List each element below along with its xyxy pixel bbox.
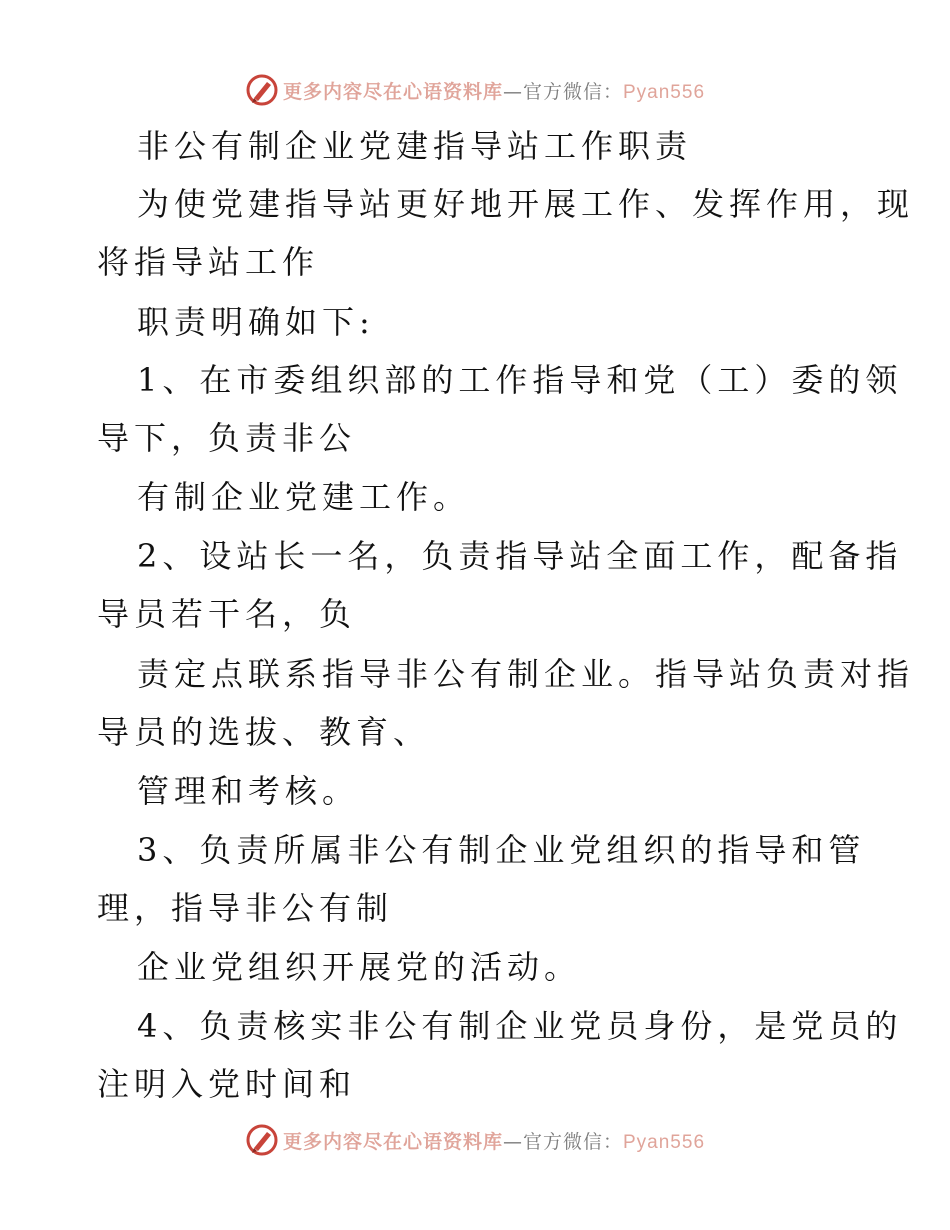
paragraph-line: 管理和考核。 (137, 772, 360, 810)
paragraph-line: 2、设站长一名，负责指导站全面工作，配备指 (137, 537, 903, 575)
paragraph-line: 3、负责所属非公有制企业党组织的指导和管 (137, 831, 866, 869)
watermark-sub-text: —官方微信： (502, 80, 623, 103)
watermark-id-text: Pyan556 (623, 1131, 706, 1153)
watermark-id-text: Pyan556 (623, 81, 706, 103)
watermark-header (0, 70, 950, 110)
watermark-footer (0, 1120, 950, 1160)
paragraph-line: 4、负责核实非公有制企业党员身份，是党员的 (137, 1007, 903, 1045)
paragraph-line: 职责明确如下: (137, 303, 375, 341)
watermark-main-text: 更多内容尽在心语资料库 (282, 1130, 503, 1153)
watermark-main-text: 更多内容尽在心语资料库 (282, 80, 503, 103)
paragraph-line: 导员的选拔、教育、 (97, 713, 431, 751)
paragraph-line: 理，指导非公有制 (97, 889, 394, 927)
paragraph-line: 1、在市委组织部的工作指导和党（工）委的领 (137, 361, 903, 399)
pen-logo-icon (245, 1123, 279, 1157)
paragraph-line: 有制企业党建工作。 (137, 478, 471, 516)
paragraph-line: 导下，负责非公 (97, 419, 357, 457)
paragraph-line: 为使党建指导站更好地开展工作、发挥作用，现 (137, 185, 915, 223)
paragraph-line: 责定点联系指导非公有制企业。指导站负责对指 (137, 655, 915, 693)
document-title: 非公有制企业党建指导站工作职责 (137, 127, 693, 165)
paragraph-line: 将指导站工作 (97, 243, 320, 281)
paragraph-line: 注明入党时间和 (97, 1065, 357, 1103)
paragraph-line: 企业党组织开展党的活动。 (137, 948, 582, 986)
watermark-sub-text: —官方微信： (502, 1130, 623, 1153)
paragraph-line: 导员若干名，负 (97, 595, 357, 633)
pen-logo-icon (245, 73, 279, 107)
